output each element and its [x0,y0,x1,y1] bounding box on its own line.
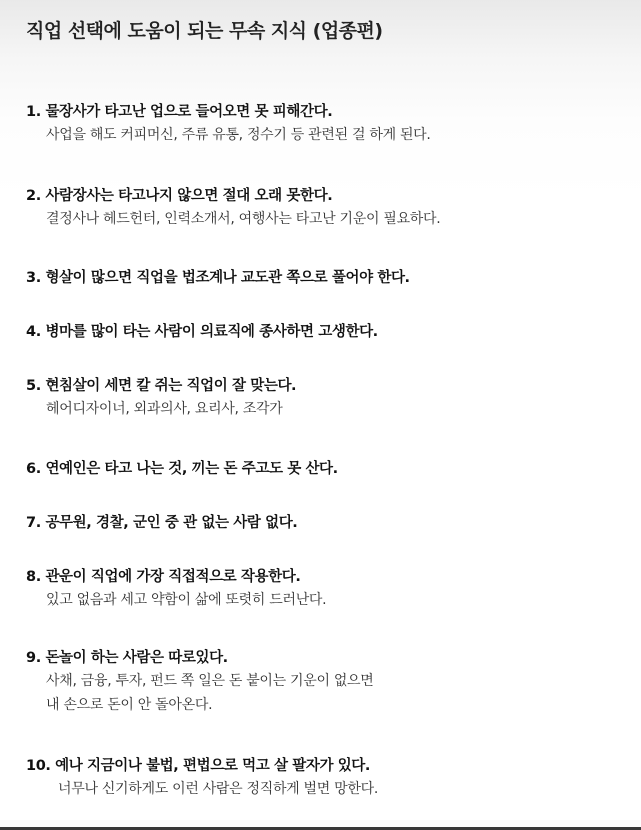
item-detail: 결정사나 헤드헌터, 인력소개서, 여행사는 타고난 기운이 필요하다. [46,211,441,227]
list-item [26,267,626,289]
list-item [26,101,626,147]
item-heading: 10. 예나 지금이나 불법, 편법으로 먹고 살 팔자가 있다. [26,758,371,774]
item-detail: 있고 없음과 세고 약함이 삶에 또렷히 드러난다. [46,592,327,608]
list-item [26,647,626,717]
item-detail: 사업을 해도 커피머신, 주류 유통, 정수기 등 관련된 걸 하게 된다. [46,127,431,143]
item-heading: 1. 물장사가 타고난 업으로 들어오면 못 피해간다. [26,104,333,120]
item-heading: 7. 공무원, 경찰, 군인 중 관 없는 사람 없다. [26,515,298,531]
list-item [26,755,626,801]
list-item [26,185,626,231]
item-heading: 8. 관운이 직업에 가장 직접적으로 작용한다. [26,569,301,585]
list-item [26,458,626,480]
item-heading: 3. 형살이 많으면 직업을 법조계나 교도관 쪽으로 풀어야 한다. [26,270,410,286]
item-detail: 너무나 신기하게도 이런 사람은 정직하게 벌면 망한다. [58,781,378,797]
page-title: 직업 선택에 도움이 되는 무속 지식 (업종편) [26,20,383,42]
list-item [26,512,626,534]
list-item [26,566,626,612]
list-item [26,321,626,343]
item-heading: 9. 돈놀이 하는 사람은 따로있다. [26,650,228,666]
item-heading: 4. 병마를 많이 타는 사람이 의료직에 종사하면 고생한다. [26,324,378,340]
item-heading: 5. 현침살이 세면 칼 쥐는 직업이 잘 맞는다. [26,378,297,394]
item-heading: 6. 연예인은 타고 나는 것, 끼는 돈 주고도 못 산다. [26,461,338,477]
item-heading: 2. 사람장사는 타고나지 않으면 절대 오래 못한다. [26,188,333,204]
item-detail: 헤어디자이너, 외과의사, 요리사, 조각가 [46,401,283,417]
list-item [26,375,626,421]
item-detail: 사채, 금융, 투자, 펀드 쪽 일은 돈 붙이는 기운이 없으면 [46,673,374,689]
item-detail: 내 손으로 돈이 안 돌아온다. [46,697,213,713]
